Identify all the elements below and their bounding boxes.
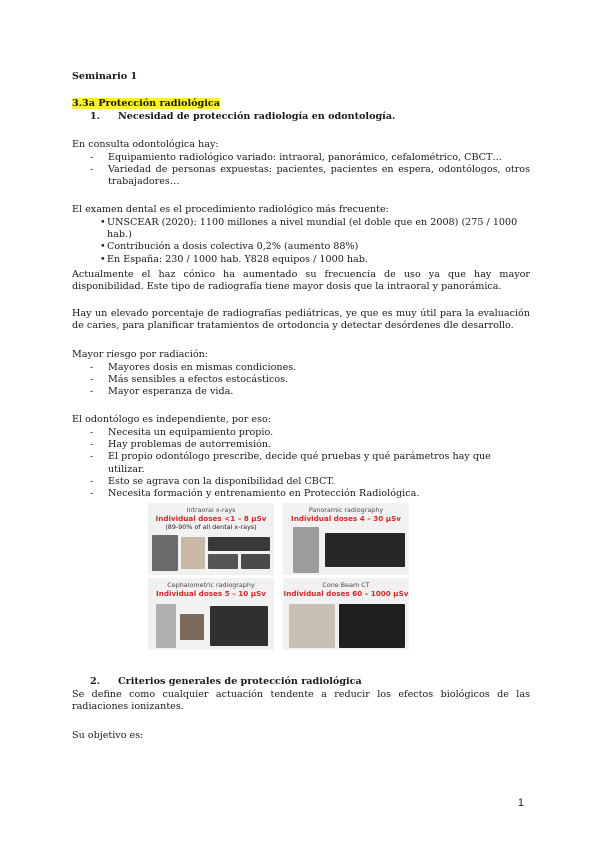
page-number: 1: [517, 797, 524, 809]
item2-title: Criterios generales de protección radiológica: [118, 676, 362, 687]
list-item: - Equipamiento radiológico variado: intraoral, panorámico, cefalométrico, CBCT…: [72, 152, 530, 164]
panel-panoramic-dose: Individual doses 4 – 30 µSv: [291, 514, 401, 523]
dental-xray-doses-figure: [148, 500, 410, 652]
examen-intro: El examen dental es el procedimiento radiológico más frecuente:: [72, 204, 389, 215]
odontologo-intro: El odontólogo es independiente, por eso:: [72, 414, 272, 425]
paragraph-conico: Actualmente el haz cónico ha aumentado su frecuencia de uso ya que hay mayor disponibilidad. Este tipo de radiografía tiene mayor dosis que la intraoral y panorámica.: [72, 269, 530, 293]
list-item: - Mayor esperanza de vida.: [72, 386, 530, 398]
list-item: - Hay problemas de autorremisión.: [72, 439, 530, 451]
riesgo-intro: Mayor riesgo por radiación:: [72, 349, 209, 360]
list-item: - Más sensibles a efectos estocásticos.: [72, 374, 530, 386]
periapical-xray: [241, 554, 270, 569]
cephalometric-device-photo: [156, 604, 176, 648]
panel-intraoral-dose: Individual doses <1 – 8 µSv: [155, 514, 267, 523]
panel-cbct-title: Cone Beam CT: [322, 581, 370, 589]
cbct-scan-images: [339, 604, 405, 648]
item1-number: 1.: [90, 111, 101, 122]
item2-number: 2.: [90, 676, 101, 687]
bitewing-xray: [208, 554, 238, 569]
panel-panoramic-title: Panoramic radiography: [308, 506, 384, 514]
riesgo-list: [72, 362, 530, 399]
consulta-list: [72, 152, 530, 189]
list-item: - Necesita un equipamiento propio.: [72, 427, 530, 439]
item1-heading: [72, 111, 530, 123]
examen-list: [72, 217, 530, 266]
section-heading: [72, 98, 530, 110]
item2-heading: [72, 676, 530, 688]
list-item: - Esto se agrava con la disponibilidad del CBCT.: [72, 476, 530, 488]
panoramic-device-photo: [293, 527, 319, 573]
list-item: • UNSCEAR (2020): 1100 millones a nivel mundial (el doble que en 2008) (275 / 1000 hab.): [72, 217, 530, 241]
panel-cbct: [283, 578, 409, 650]
panel-intraoral-note: (89-90% of all dental x-rays): [165, 523, 257, 531]
child-photo: [181, 537, 205, 569]
panel-cephalometric: [148, 578, 274, 650]
objetivo-label: Su objetivo es:: [72, 730, 144, 741]
item1-title: Necesidad de protección radiología en odontología.: [118, 111, 396, 122]
consulta-intro: En consulta odontológica hay:: [72, 139, 219, 150]
odontologo-list: [72, 427, 530, 500]
list-item: - Necesita formación y entrenamiento en Protección Radiológica.: [72, 488, 530, 500]
list-item: • Contribución a dosis colectiva 0,2% (aumento 88%): [72, 241, 530, 253]
list-item: - El propio odontólogo prescribe, decide qué pruebas y qué parámetros hay que utilizar.: [72, 451, 530, 475]
panel-intraoral: [148, 503, 274, 575]
list-item: - Variedad de personas expuestas: pacientes, pacientes en espera, odontólogos, otros trabajadores…: [72, 164, 530, 188]
section-heading-text: 3.3a Protección radiológica: [72, 98, 220, 109]
panel-cbct-dose: Individual doses 60 – 1000 µSv: [283, 589, 409, 598]
list-item: • En España: 230 / 1000 hab. Y828 equipos / 1000 hab.: [72, 254, 530, 266]
list-item: - Mayores dosis en mismas condiciones.: [72, 362, 530, 374]
intraoral-device-photo: [152, 535, 178, 571]
panel-intraoral-title: Intraoral x-rays: [186, 506, 236, 514]
panel-panoramic: [283, 503, 409, 575]
cephalometric-xray: [210, 606, 268, 646]
seminar-title: Seminario 1: [72, 71, 138, 82]
paragraph-define: Se define como cualquier actuación tendente a reducir los efectos biológicos de las radiaciones ionizantes.: [72, 689, 530, 713]
cbct-device-photo: [289, 604, 335, 648]
patient-photo: [180, 614, 204, 640]
paragraph-pediatricas: Hay un elevado porcentaje de radiografías pediátricas, ye que es muy útil para la evaluación de caries, para planificar tratamientos de ortodoncia y detectar desórdenes dle desarrollo.: [72, 308, 530, 332]
intraoral-xray-strip: [208, 537, 270, 551]
panoramic-xray: [325, 533, 405, 567]
panel-cephalometric-dose: Individual doses 5 – 10 µSv: [156, 589, 266, 598]
panel-cephalometric-title: Cephalometric radiography: [167, 581, 255, 589]
